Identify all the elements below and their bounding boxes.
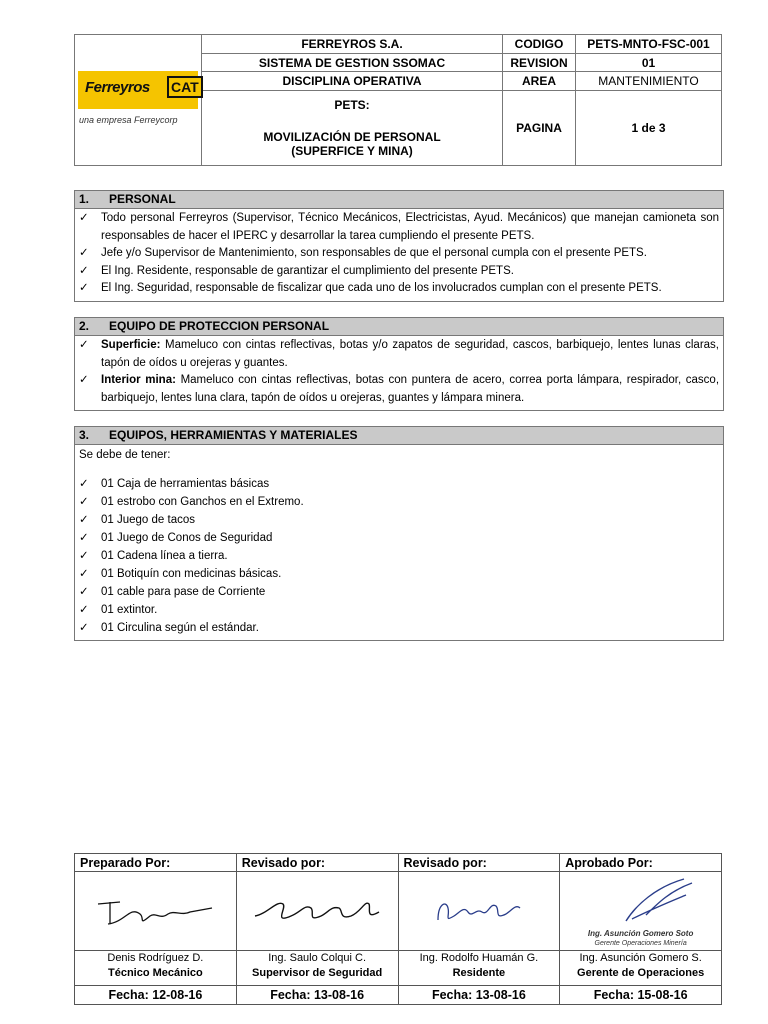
area-label: AREA — [503, 72, 576, 91]
list-item: ✓ 01 Caja de herramientas básicas — [79, 475, 719, 493]
sig-role: Supervisor de Seguridad — [252, 967, 383, 979]
ferreyros-cat-logo — [75, 35, 201, 165]
check-icon: ✓ — [79, 339, 89, 351]
check-icon: ✓ — [79, 568, 89, 580]
document-title — [202, 91, 503, 166]
revision-label: REVISION — [503, 54, 576, 72]
logo-name: Ferreyros — [85, 79, 150, 96]
signature-1 — [75, 872, 237, 951]
sig-date: Fecha: 13-08-16 — [398, 986, 560, 1005]
section-equipos — [74, 426, 724, 641]
sig-heading: Aprobado Por: — [560, 854, 722, 872]
sig-name: Ing. Asunción Gomero S. — [579, 952, 702, 964]
check-icon: ✓ — [79, 550, 89, 562]
epp-label: Interior mina: — [101, 374, 176, 386]
list-item: ✓ Superficie: Mameluco con cintas reflectivas, botas y/o zapatos de seguridad, cascos, barbiquejo, lentes lunas claras, tapón de oídos u orejeras y guantes. — [79, 337, 719, 372]
section-number: 3. — [79, 428, 90, 442]
sig-person — [560, 951, 722, 986]
list-item: ✓ 01 Cadena línea a tierra. — [79, 547, 719, 565]
section-personal — [74, 190, 724, 302]
section-title — [75, 191, 723, 209]
list-item: ✓ El Ing. Seguridad, responsable de fiscalizar que cada uno de los involucrados cumplan con el presente PETS. — [79, 280, 719, 298]
document-header — [74, 34, 722, 166]
signature-4 — [560, 872, 722, 951]
list-item: ✓ 01 Circulina según el estándar. — [79, 619, 719, 637]
check-icon: ✓ — [79, 514, 89, 526]
list-item: ✓ 01 Juego de Conos de Seguridad — [79, 529, 719, 547]
check-icon: ✓ — [79, 478, 89, 490]
sig-date: Fecha: 13-08-16 — [236, 986, 398, 1005]
list-item: ✓ El Ing. Residente, responsable de garantizar el cumplimiento del presente PETS. — [79, 263, 719, 281]
title-line1: MOVILIZACIÓN DE PERSONAL — [263, 130, 441, 145]
check-icon: ✓ — [79, 532, 89, 544]
section-number: 1. — [79, 192, 90, 206]
discipline: DISCIPLINA OPERATIVA — [202, 72, 503, 91]
system-name: SISTEMA DE GESTION SSOMAC — [202, 54, 503, 72]
check-icon: ✓ — [79, 604, 89, 616]
sig-date: Fecha: 12-08-16 — [75, 986, 237, 1005]
section-heading: EQUIPOS, HERRAMIENTAS Y MATERIALES — [109, 428, 358, 442]
list-item: ✓ 01 cable para pase de Corriente — [79, 583, 719, 601]
sig-role: Técnico Mecánico — [107, 967, 203, 979]
list-item: ✓ 01 extintor. — [79, 601, 719, 619]
section-heading: EQUIPO DE PROTECCION PERSONAL — [109, 319, 330, 333]
pagina-label: PAGINA — [503, 91, 576, 166]
check-icon: ✓ — [79, 212, 89, 224]
section-epp — [74, 317, 724, 411]
codigo-value: PETS-MNTO-FSC-001 — [576, 35, 722, 54]
codigo-label: CODIGO — [503, 35, 576, 54]
company-name: FERREYROS S.A. — [202, 35, 503, 54]
revision-value: 01 — [576, 54, 722, 72]
sig-name: Ing. Rodolfo Huamán G. — [419, 952, 539, 964]
sig-role: Residente — [452, 967, 506, 979]
check-icon: ✓ — [79, 374, 89, 386]
sig-heading: Revisado por: — [398, 854, 560, 872]
section-heading: PERSONAL — [109, 192, 176, 206]
list-item: ✓ 01 Juego de tacos — [79, 511, 719, 529]
list-item: ✓ 01 estrobo con Ganchos en el Extremo. — [79, 493, 719, 511]
sig-name: Ing. Saulo Colqui C. — [268, 952, 367, 964]
stamp-name: Ing. Asunción Gomero Soto — [587, 928, 694, 938]
logo-cat: CAT — [167, 76, 203, 98]
check-icon: ✓ — [79, 586, 89, 598]
epp-label: Superficie: — [101, 339, 161, 351]
signature-table — [74, 853, 722, 1005]
section-title — [75, 318, 723, 336]
signature-3 — [398, 872, 560, 951]
stamp-role: Gerente Operaciones Minería — [594, 939, 687, 947]
list-item: ✓ 01 Botiquín con medicinas básicas. — [79, 565, 719, 583]
check-icon: ✓ — [79, 622, 89, 634]
signature-2 — [236, 872, 398, 951]
sig-role: Gerente de Operaciones — [577, 967, 705, 979]
list-item: ✓ Todo personal Ferreyros (Supervisor, Técnico Mecánicos, Electricistas, Ayud. Mecánicos) que manejan camioneta son responsables de hacer el IPERC y desarrollar la tarea cumpliendo el presente PETS. — [79, 210, 719, 245]
pagina-value: 1 de 3 — [576, 91, 722, 166]
list-item: ✓ Jefe y/o Supervisor de Mantenimiento, son responsables de que el personal cumpla con el presente PETS. — [79, 245, 719, 263]
sig-date: Fecha: 15-08-16 — [560, 986, 722, 1005]
section-number: 2. — [79, 319, 90, 333]
area-value: MANTENIMIENTO — [576, 72, 722, 91]
sig-person — [398, 951, 560, 986]
sig-person — [75, 951, 237, 986]
doc-type: PETS: — [334, 98, 370, 113]
check-icon: ✓ — [79, 282, 89, 294]
sig-name: Denis Rodríguez D. — [107, 952, 204, 964]
sig-heading: Revisado por: — [236, 854, 398, 872]
check-icon: ✓ — [79, 496, 89, 508]
lead-text: Se debe de tener: — [79, 449, 171, 461]
check-icon: ✓ — [79, 264, 89, 277]
logo-tagline: una empresa Ferreycorp — [79, 115, 178, 125]
section-title — [75, 427, 723, 445]
logo-cell — [75, 35, 202, 166]
list-item: ✓ Interior mina: Mameluco con cintas reflectivas, botas con puntera de acero, correa porta lámpara, respirador, casco, barbiquejo, lentes luna clara, tapón de oídos u orejeras, guantes y lámpara minera. — [79, 372, 719, 407]
title-line2: (SUPERFICE Y MINA) — [291, 144, 413, 159]
sig-heading: Preparado Por: — [75, 854, 237, 872]
check-icon: ✓ — [79, 247, 89, 259]
sig-person — [236, 951, 398, 986]
